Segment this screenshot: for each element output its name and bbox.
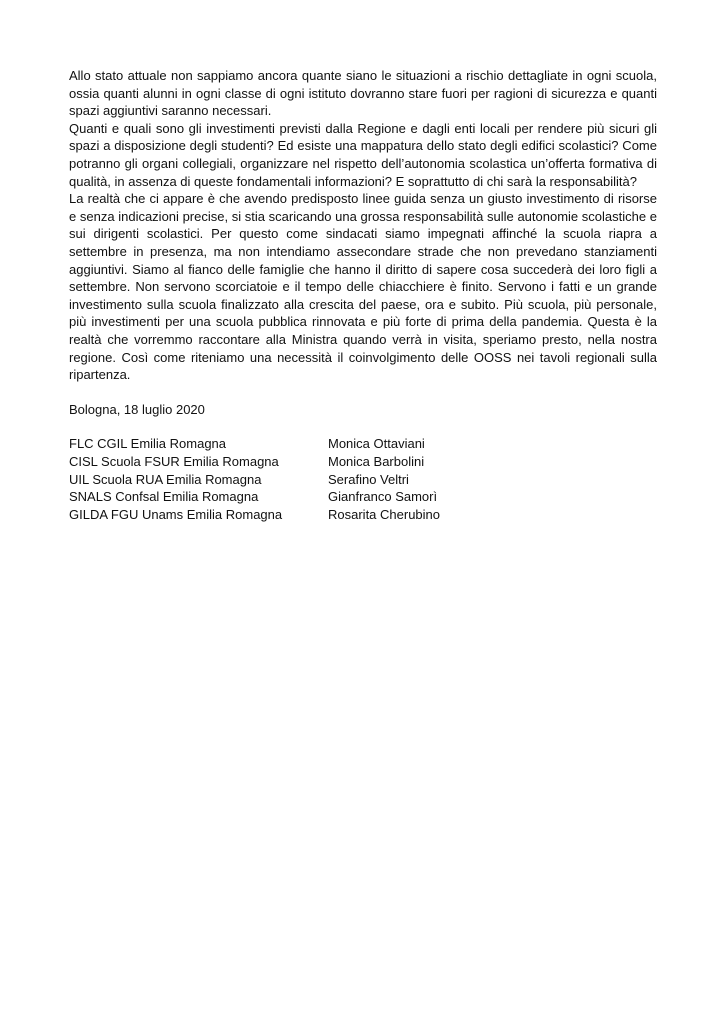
signatory-organization: SNALS Confsal Emilia Romagna xyxy=(69,489,259,505)
signatory-organization: CISL Scuola FSUR Emilia Romagna xyxy=(69,453,279,469)
signatories-table xyxy=(69,435,657,524)
signatory-row xyxy=(69,471,657,489)
signatory-organization: GILDA FGU Unams Emilia Romagna xyxy=(69,507,283,523)
signatory-row xyxy=(69,506,657,524)
place-date: Bologna, 18 luglio 2020 xyxy=(69,401,205,417)
signatory-organization: UIL Scuola RUA Emilia Romagna xyxy=(69,471,262,487)
body-paragraph: Allo stato attuale non sappiamo ancora quante siano le situazioni a rischio dettagliate in ogni scuola, ossia quanti alunni in ogni classe di ogni istituto dovranno stare fuori per ragioni di sicurezza e quanti spazi aggiuntivi saranno necessari. xyxy=(69,68,657,119)
body-paragraph: Quanti e quali sono gli investimenti previsti dalla Regione e dagli enti locali per rendere più sicuri gli spazi a disposizione degli studenti? Ed esiste una mappatura dello stato degli edifici scolastici? Come potranno gli organi collegiali, organizzare nel rispetto dell’autonomia scolastica un’offerta formativa di qualità, in assenza di queste fondamentali informazioni? E soprattutto di chi sarà la responsabilità? xyxy=(69,120,657,189)
signatory-name: Gianfranco Samorì xyxy=(328,489,438,505)
signatory-row xyxy=(69,488,657,506)
signatory-name: Serafino Veltri xyxy=(328,471,409,487)
document-page xyxy=(69,67,657,524)
signatory-organization: FLC CGIL Emilia Romagna xyxy=(69,436,227,452)
body-paragraph: La realtà che ci appare è che avendo predisposto linee guida senza un giusto investimento di risorse e senza indicazioni precise, si stia scaricando una grossa responsabilità sulle autonomie scolastiche e sui dirigenti scolastici. Per questo come sindacati siamo impegnati affinché la scuola riapra a settembre in presenza, ma non intendiamo assecondare strade che non prevedano stanziamenti aggiuntivi. Siamo al fianco delle famiglie che hanno il diritto di sapere cosa succederà dei loro figli a settembre. Non servono scorciatoie e il tempo delle chiacchiere è finito. Servono i fatti e un grande investimento sulla scuola finalizzato alla crescita del paese, ora e subito. Più scuola, più personale, più investimenti per una scuola pubblica rinnovata e più forte di prima della pandemia. Questa è la realtà che vorremmo raccontare alla Ministra quando verrà in visita, speriamo presto, nella nostra regione. Così come riteniamo una necessità il coinvolgimento delle OOSS nei tavoli regionali sulla ripartenza. xyxy=(69,191,657,383)
signatory-row xyxy=(69,453,657,471)
signatory-row xyxy=(69,435,657,453)
signatory-name: Rosarita Cherubino xyxy=(328,507,441,523)
signatory-name: Monica Barbolini xyxy=(328,453,425,469)
signatory-name: Monica Ottaviani xyxy=(328,436,425,452)
